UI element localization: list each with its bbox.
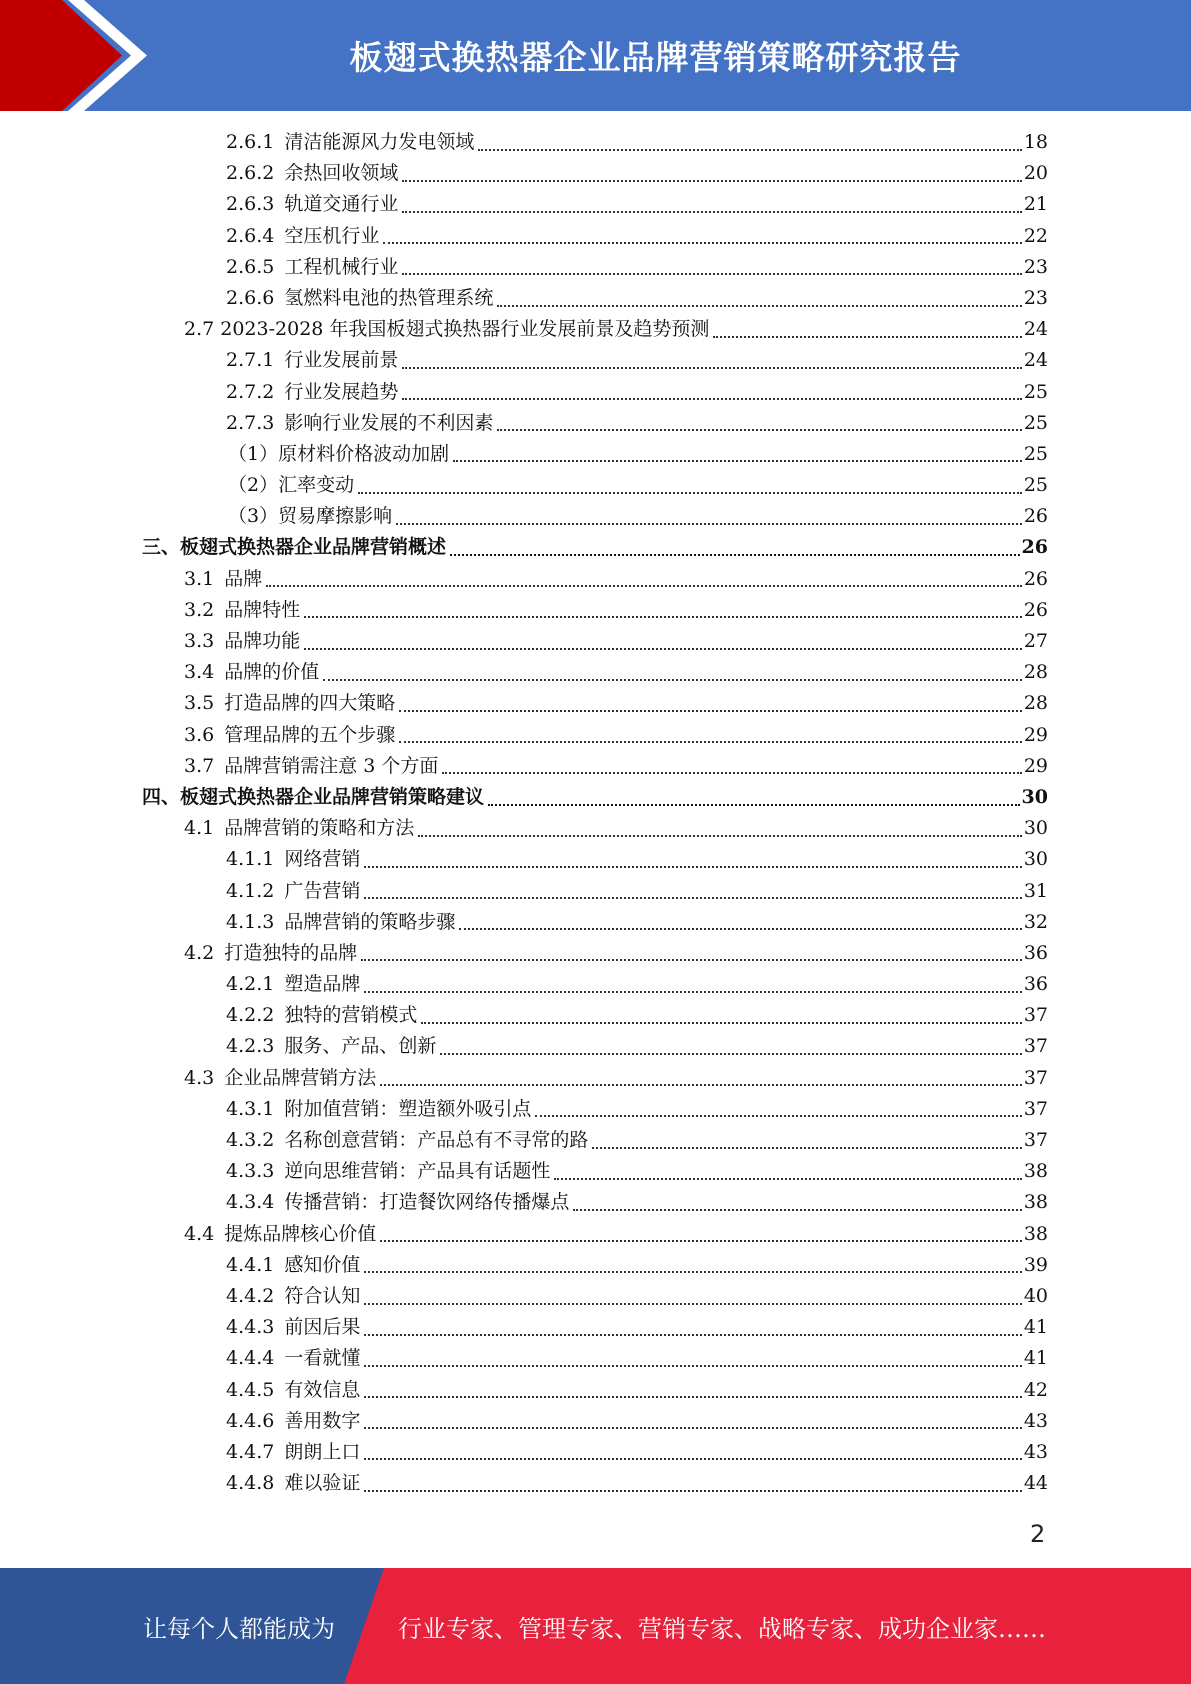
toc-entry[interactable]	[142, 377, 1048, 408]
toc-entry-number: 4.3.4	[226, 1191, 275, 1214]
toc-entry-title: （3）贸易摩擦影响	[228, 505, 393, 528]
toc-entry-number: 4.4.2	[226, 1284, 275, 1307]
toc-entry[interactable]	[142, 501, 1048, 532]
toc-entry[interactable]	[142, 439, 1048, 470]
toc-entry-page: 30	[1021, 785, 1048, 808]
report-title: 板翅式换热器企业品牌营销策略研究报告	[349, 38, 962, 77]
toc-entry-page: 25	[1023, 411, 1048, 434]
toc-entry[interactable]	[142, 1437, 1048, 1468]
toc-entry-page: 36	[1023, 941, 1048, 964]
toc-dot-leader	[364, 1334, 1021, 1336]
toc-entry-page: 18	[1023, 131, 1048, 153]
page-header	[0, 0, 1191, 111]
toc-entry[interactable]	[142, 938, 1048, 969]
toc-dot-leader	[266, 585, 1022, 587]
toc-entry-title: 前因后果	[284, 1316, 361, 1339]
toc-entry-number: 4.2.2	[226, 1004, 275, 1027]
toc-entry[interactable]	[142, 1187, 1048, 1218]
toc-entry[interactable]	[142, 1094, 1048, 1125]
toc-entry-title: 轨道交通行业	[284, 193, 399, 216]
toc-dot-leader	[402, 211, 1021, 213]
toc-entry-page: 42	[1023, 1378, 1048, 1401]
toc-entry-title: 行业发展前景	[284, 349, 399, 372]
toc-entry-title: 符合认知	[284, 1284, 361, 1307]
toc-entry[interactable]	[142, 782, 1048, 813]
toc-entry-number: 3.6	[184, 723, 215, 746]
toc-entry[interactable]	[142, 595, 1048, 626]
toc-entry-number: 2.7.2	[226, 380, 275, 403]
toc-entry-page: 38	[1023, 1191, 1048, 1214]
toc-dot-leader	[713, 336, 1021, 338]
toc-dot-leader	[364, 866, 1021, 868]
toc-dot-leader	[402, 180, 1021, 182]
toc-entry[interactable]	[142, 907, 1048, 938]
toc-entry-title: 品牌营销的策略步骤	[284, 910, 456, 933]
toc-entry-title: 空压机行业	[284, 224, 380, 247]
toc-entry-page: 25	[1023, 380, 1048, 403]
toc-entry-number: 2.6.6	[226, 286, 275, 309]
toc-entry-number: 3.5	[184, 692, 215, 715]
toc-entry-number: 4.4	[184, 1222, 215, 1245]
toc-entry-title: 2.7 2023-2028 年我国板翅式换热器行业发展前景及趋势预测	[184, 318, 710, 341]
toc-entry-page: 37	[1023, 1129, 1048, 1151]
toc-entry-page: 25	[1023, 474, 1048, 497]
toc-entry-page: 27	[1023, 630, 1048, 652]
toc-entry[interactable]	[142, 1156, 1048, 1187]
toc-entry-page: 26	[1023, 505, 1048, 528]
toc-entry-page: 40	[1023, 1284, 1048, 1307]
toc-entry-title: 善用数字	[284, 1409, 361, 1432]
toc-dot-leader	[380, 1240, 1022, 1242]
toc-entry-page: 43	[1023, 1409, 1048, 1432]
toc-entry-number: 4.2.3	[226, 1035, 275, 1058]
toc-dot-leader	[497, 305, 1021, 307]
toc-dot-leader	[364, 991, 1021, 993]
toc-dot-leader	[304, 648, 1022, 650]
toc-dot-leader	[364, 1458, 1021, 1460]
toc-dot-leader	[573, 1209, 1021, 1211]
toc-entry-number: 2.6.4	[226, 224, 275, 247]
toc-entry-number: 4.1.1	[226, 848, 275, 871]
toc-entry[interactable]	[142, 408, 1048, 439]
toc-entry[interactable]	[142, 189, 1048, 220]
toc-entry-title: 服务、产品、创新	[284, 1035, 437, 1058]
toc-entry-page: 41	[1023, 1316, 1048, 1339]
toc-entry-page: 30	[1023, 817, 1048, 840]
toc-dot-leader	[383, 242, 1021, 244]
toc-entry[interactable]	[142, 1031, 1048, 1062]
toc-dot-leader	[440, 1053, 1021, 1055]
toc-entry[interactable]	[142, 1000, 1048, 1031]
toc-entry[interactable]	[142, 1375, 1048, 1406]
toc-dot-leader	[364, 1271, 1021, 1273]
toc-entry[interactable]	[142, 751, 1048, 782]
toc-dot-leader	[488, 804, 1020, 806]
toc-entry-number: 4.2	[184, 941, 215, 964]
toc-dot-leader	[399, 710, 1022, 712]
toc-entry-title: 品牌	[224, 567, 263, 590]
toc-entry-title: 企业品牌营销方法	[224, 1066, 377, 1089]
toc-entry[interactable]	[142, 564, 1048, 595]
footer-slogan-right: 行业专家、管理专家、营销专家、战略专家、成功企业家……	[398, 1614, 1046, 1643]
toc-entry-title: 三、板翅式换热器企业品牌营销概述	[142, 536, 447, 559]
toc-entry-title: 品牌功能	[224, 630, 301, 652]
toc-entry-page: 28	[1023, 661, 1048, 684]
toc-entry-title: 品牌的价值	[224, 661, 320, 684]
toc-entry-title: 逆向思维营销：产品具有话题性	[284, 1160, 551, 1183]
toc-entry-page: 41	[1023, 1347, 1048, 1370]
toc-dot-leader	[364, 897, 1021, 899]
toc-entry-title: （1）原材料价格波动加剧	[228, 442, 450, 465]
toc-entry-title: 行业发展趋势	[284, 380, 399, 403]
toc-entry-number: 4.2.1	[226, 973, 275, 996]
toc-entry-title: 传播营销：打造餐饮网络传播爆点	[284, 1191, 570, 1214]
toc-entry-title: 有效信息	[284, 1378, 361, 1401]
toc-entry-page: 24	[1023, 318, 1048, 341]
toc-dot-leader	[453, 460, 1022, 462]
toc-dot-leader	[361, 959, 1022, 961]
toc-entry-page: 32	[1023, 910, 1048, 933]
toc-entry-title: 管理品牌的五个步骤	[224, 723, 396, 746]
toc-entry-title: 品牌营销需注意 3 个方面	[224, 754, 439, 777]
header-arrow-decoration	[0, 0, 160, 111]
toc-entry-page: 26	[1021, 536, 1048, 559]
toc-entry[interactable]	[142, 1125, 1048, 1156]
toc-entry-number: 4.1.2	[226, 879, 275, 902]
toc-entry-title: 独特的营销模式	[284, 1004, 418, 1027]
toc-entry-number: 4.4.7	[226, 1440, 275, 1463]
toc-entry-number: 2.7.1	[226, 349, 275, 372]
toc-entry[interactable]	[142, 813, 1048, 844]
toc-dot-leader	[364, 1396, 1021, 1398]
toc-entry[interactable]	[142, 1468, 1048, 1499]
toc-entry-title: 一看就懂	[284, 1347, 361, 1370]
toc-dot-leader	[478, 149, 1021, 151]
toc-entry-page: 23	[1023, 255, 1048, 278]
toc-entry-page: 28	[1023, 692, 1048, 715]
toc-dot-leader	[396, 523, 1022, 525]
toc-entry-page: 37	[1023, 1004, 1048, 1027]
toc-entry-number: 2.6.1	[226, 131, 275, 153]
toc-entry-title: 难以验证	[284, 1472, 361, 1495]
toc-entry[interactable]	[142, 1219, 1048, 1250]
toc-entry-title: 品牌特性	[224, 598, 301, 621]
toc-entry-title: 名称创意营销：产品总有不寻常的路	[284, 1129, 589, 1151]
toc-entry[interactable]	[142, 1343, 1048, 1374]
toc-entry-number: 3.3	[184, 630, 215, 652]
toc-entry-title: 品牌营销的策略和方法	[224, 817, 415, 840]
toc-dot-leader	[364, 1365, 1021, 1367]
toc-entry[interactable]	[142, 626, 1048, 657]
toc-dot-leader	[418, 835, 1022, 837]
toc-entry-title: （2）汇率变动	[228, 474, 355, 497]
toc-entry-title: 提炼品牌核心价值	[224, 1222, 377, 1245]
toc-entry[interactable]	[142, 720, 1048, 751]
toc-entry-page: 26	[1023, 567, 1048, 590]
footer-slogan-left: 让每个人都能成为	[143, 1614, 335, 1643]
toc-entry-page: 23	[1023, 286, 1048, 309]
toc-dot-leader	[535, 1115, 1021, 1117]
toc-entry-number: 4.4.8	[226, 1472, 275, 1495]
toc-entry-number: 2.6.2	[226, 162, 275, 185]
toc-entry[interactable]	[142, 844, 1048, 875]
toc-entry-title: 四、板翅式换热器企业品牌营销策略建议	[142, 785, 485, 808]
page-number: 2	[1030, 1520, 1046, 1548]
toc-entry[interactable]	[142, 1312, 1048, 1343]
toc-dot-leader	[358, 492, 1022, 494]
toc-entry-number: 4.3.1	[226, 1097, 275, 1120]
toc-dot-leader	[364, 1303, 1021, 1305]
toc-entry-page: 31	[1023, 879, 1048, 902]
toc-entry[interactable]	[142, 657, 1048, 688]
toc-entry-page: 36	[1023, 973, 1048, 996]
toc-entry[interactable]	[142, 283, 1048, 314]
toc-entry-number: 3.7	[184, 754, 215, 777]
toc-entry-title: 感知价值	[284, 1253, 361, 1276]
toc-entry-number: 4.4.6	[226, 1409, 275, 1432]
toc-dot-leader	[497, 429, 1021, 431]
toc-entry-number: 3.4	[184, 661, 215, 684]
toc-entry-number: 4.4.3	[226, 1316, 275, 1339]
toc-entry-page: 39	[1023, 1253, 1048, 1276]
toc-entry-page: 29	[1023, 754, 1048, 777]
page-footer	[0, 1568, 1191, 1684]
toc-entry-page: 25	[1023, 442, 1048, 465]
toc-entry-title: 氢燃料电池的热管理系统	[284, 286, 494, 309]
toc-dot-leader	[304, 616, 1022, 618]
toc-entry-page: 22	[1023, 224, 1048, 247]
toc-entry-title: 工程机械行业	[284, 255, 399, 278]
toc-entry[interactable]	[142, 127, 1048, 158]
toc-entry-number: 2.7.3	[226, 411, 275, 434]
toc-entry-title: 附加值营销：塑造额外吸引点	[284, 1097, 532, 1120]
toc-entry-number: 3.2	[184, 598, 215, 621]
toc-entry[interactable]	[142, 1250, 1048, 1281]
toc-entry-page: 43	[1023, 1440, 1048, 1463]
toc-dot-leader	[554, 1178, 1021, 1180]
toc-entry-number: 3.1	[184, 567, 215, 590]
toc-entry-number: 4.4.5	[226, 1378, 275, 1401]
toc-dot-leader	[364, 1490, 1021, 1492]
toc-dot-leader	[399, 741, 1022, 743]
toc-entry[interactable]	[142, 1281, 1048, 1312]
toc-entry[interactable]	[142, 158, 1048, 189]
toc-entry[interactable]	[142, 314, 1048, 345]
toc-dot-leader	[459, 928, 1021, 930]
toc-entry-title: 影响行业发展的不利因素	[284, 411, 494, 434]
toc-dot-leader	[402, 398, 1021, 400]
toc-entry-page: 37	[1023, 1035, 1048, 1058]
toc-entry-number: 4.3	[184, 1066, 215, 1089]
toc-entry-title: 网络营销	[284, 848, 361, 871]
toc-entry-title: 清洁能源风力发电领域	[284, 131, 475, 153]
toc-dot-leader	[364, 1427, 1021, 1429]
toc-entry[interactable]	[142, 1063, 1048, 1094]
toc-entry-page: 20	[1023, 162, 1048, 185]
toc-entry-number: 4.4.4	[226, 1347, 275, 1370]
toc-entry-title: 广告营销	[284, 879, 361, 902]
toc-dot-leader	[380, 1084, 1022, 1086]
toc-entry-title: 打造品牌的四大策略	[224, 692, 396, 715]
toc-entry-page: 26	[1023, 598, 1048, 621]
toc-entry-page: 29	[1023, 723, 1048, 746]
toc-entry-page: 30	[1023, 848, 1048, 871]
toc-entry-page: 38	[1023, 1222, 1048, 1245]
toc-entry[interactable]	[142, 688, 1048, 719]
toc-entry-page: 37	[1023, 1097, 1048, 1120]
toc-dot-leader	[592, 1147, 1021, 1149]
toc-entry[interactable]	[142, 532, 1048, 563]
toc-entry[interactable]	[142, 221, 1048, 252]
toc-dot-leader	[402, 367, 1021, 369]
toc-entry-page: 21	[1023, 193, 1048, 216]
toc-entry-number: 4.4.1	[226, 1253, 275, 1276]
toc-entry[interactable]	[142, 969, 1048, 1000]
toc-dot-leader	[450, 554, 1020, 556]
table-of-contents	[142, 127, 1048, 1499]
toc-dot-leader	[442, 772, 1021, 774]
toc-entry-number: 4.1.3	[226, 910, 275, 933]
toc-entry[interactable]	[142, 345, 1048, 376]
toc-entry[interactable]	[142, 252, 1048, 283]
toc-entry-number: 4.3.3	[226, 1160, 275, 1183]
toc-entry-number: 2.6.5	[226, 255, 275, 278]
toc-entry-page: 24	[1023, 349, 1048, 372]
toc-entry-page: 37	[1023, 1066, 1048, 1089]
toc-entry-number: 2.6.3	[226, 193, 275, 216]
toc-entry-title: 朗朗上口	[284, 1440, 361, 1463]
toc-entry-page: 44	[1023, 1472, 1048, 1495]
toc-entry-number: 4.3.2	[226, 1129, 275, 1151]
toc-dot-leader	[402, 273, 1021, 275]
toc-entry-title: 塑造品牌	[284, 973, 361, 996]
toc-entry-page: 38	[1023, 1160, 1048, 1183]
toc-entry[interactable]	[142, 876, 1048, 907]
toc-entry-number: 4.1	[184, 817, 215, 840]
toc-entry[interactable]	[142, 1406, 1048, 1437]
toc-entry-title: 打造独特的品牌	[224, 941, 358, 964]
toc-entry[interactable]	[142, 470, 1048, 501]
toc-entry-title: 余热回收领域	[284, 162, 399, 185]
toc-dot-leader	[323, 679, 1022, 681]
toc-dot-leader	[421, 1022, 1021, 1024]
